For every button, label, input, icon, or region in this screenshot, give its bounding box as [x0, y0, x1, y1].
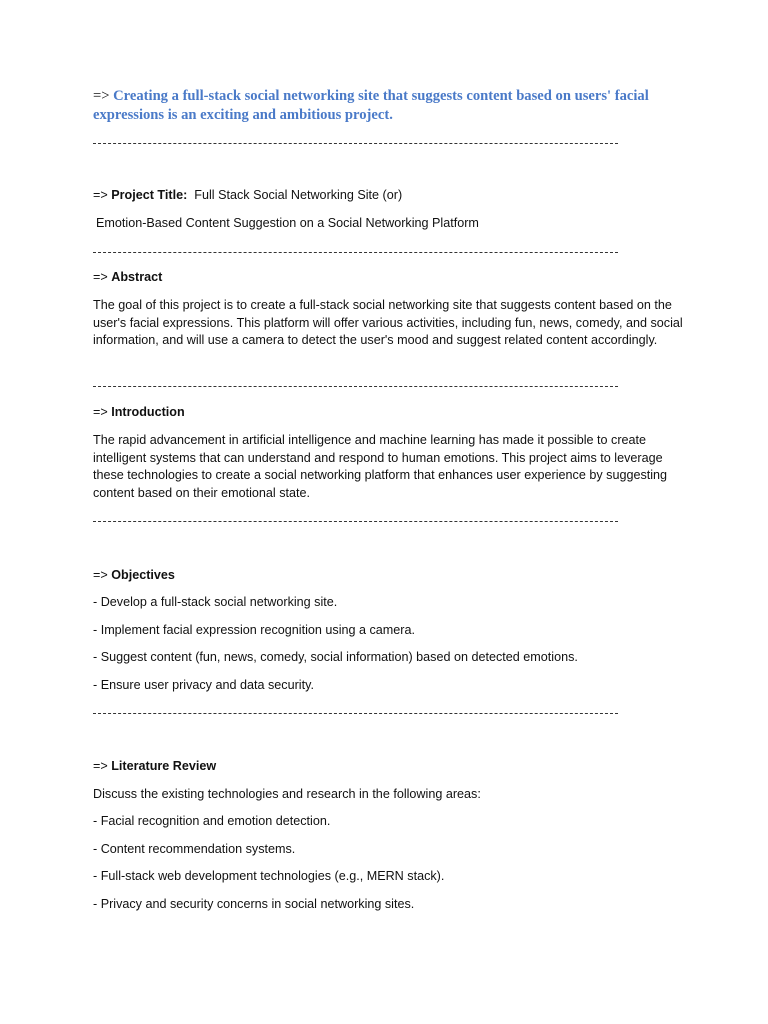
- section-divider: [93, 521, 618, 522]
- project-title-alt: Emotion-Based Content Suggestion on a Social Networking Platform: [96, 216, 479, 230]
- section-divider: [93, 252, 618, 253]
- abstract-body: The goal of this project is to create a full-stack social networking site that suggests content based on the user's facial expressions. This platform will offer various activities, including fun, news, comedy, and social information, and will use a camera to detect the user's mood and suggest related content accordingly.: [93, 298, 683, 347]
- section-divider: [93, 386, 618, 387]
- intro-arrow: =>: [93, 88, 110, 104]
- objectives-heading-line: [93, 567, 683, 585]
- objectives-item: - Ensure user privacy and data security.: [93, 678, 314, 692]
- literature-heading: Literature Review: [111, 759, 217, 773]
- introduction-heading: Introduction: [111, 405, 185, 419]
- project-title-value: Full Stack Social Networking Site (or): [194, 188, 403, 202]
- literature-item: - Full-stack web development technologies (e.g., MERN stack).: [93, 869, 445, 883]
- project-title-arrow: =>: [93, 188, 108, 202]
- literature-item: - Privacy and security concerns in social networking sites.: [93, 897, 415, 911]
- section-divider: [93, 713, 618, 714]
- introduction-arrow: =>: [93, 405, 108, 419]
- literature-item: - Content recommendation systems.: [93, 842, 296, 856]
- project-title-line: [93, 187, 683, 205]
- introduction-heading-line: [93, 404, 683, 422]
- abstract-heading-line: [93, 269, 683, 287]
- literature-item: - Facial recognition and emotion detection.: [93, 814, 331, 828]
- objectives-item: - Implement facial expression recognition using a camera.: [93, 623, 415, 637]
- objectives-item: - Develop a full-stack social networking site.: [93, 595, 338, 609]
- literature-arrow: =>: [93, 759, 108, 773]
- intro-text: Creating a full-stack social networking site that suggests content based on users' facial expressions is an exciting and ambitious project.: [93, 88, 649, 123]
- objectives-arrow: =>: [93, 568, 108, 582]
- abstract-arrow: =>: [93, 270, 108, 284]
- objectives-item: - Suggest content (fun, news, comedy, social information) based on detected emotions.: [93, 650, 578, 664]
- objectives-heading: Objectives: [111, 568, 175, 582]
- literature-intro: Discuss the existing technologies and research in the following areas:: [93, 787, 481, 801]
- intro-paragraph: [93, 87, 663, 124]
- project-title-label: Project Title:: [111, 188, 188, 202]
- literature-heading-line: [93, 758, 683, 776]
- section-divider: [93, 143, 618, 144]
- abstract-heading: Abstract: [111, 270, 163, 284]
- introduction-body: The rapid advancement in artificial intelligence and machine learning has made it possible to create intelligent systems that can understand and respond to human emotions. This project aims to leverage these technologies to create a social networking platform that enhances user experience by suggesting content based on their emotional state.: [93, 433, 668, 500]
